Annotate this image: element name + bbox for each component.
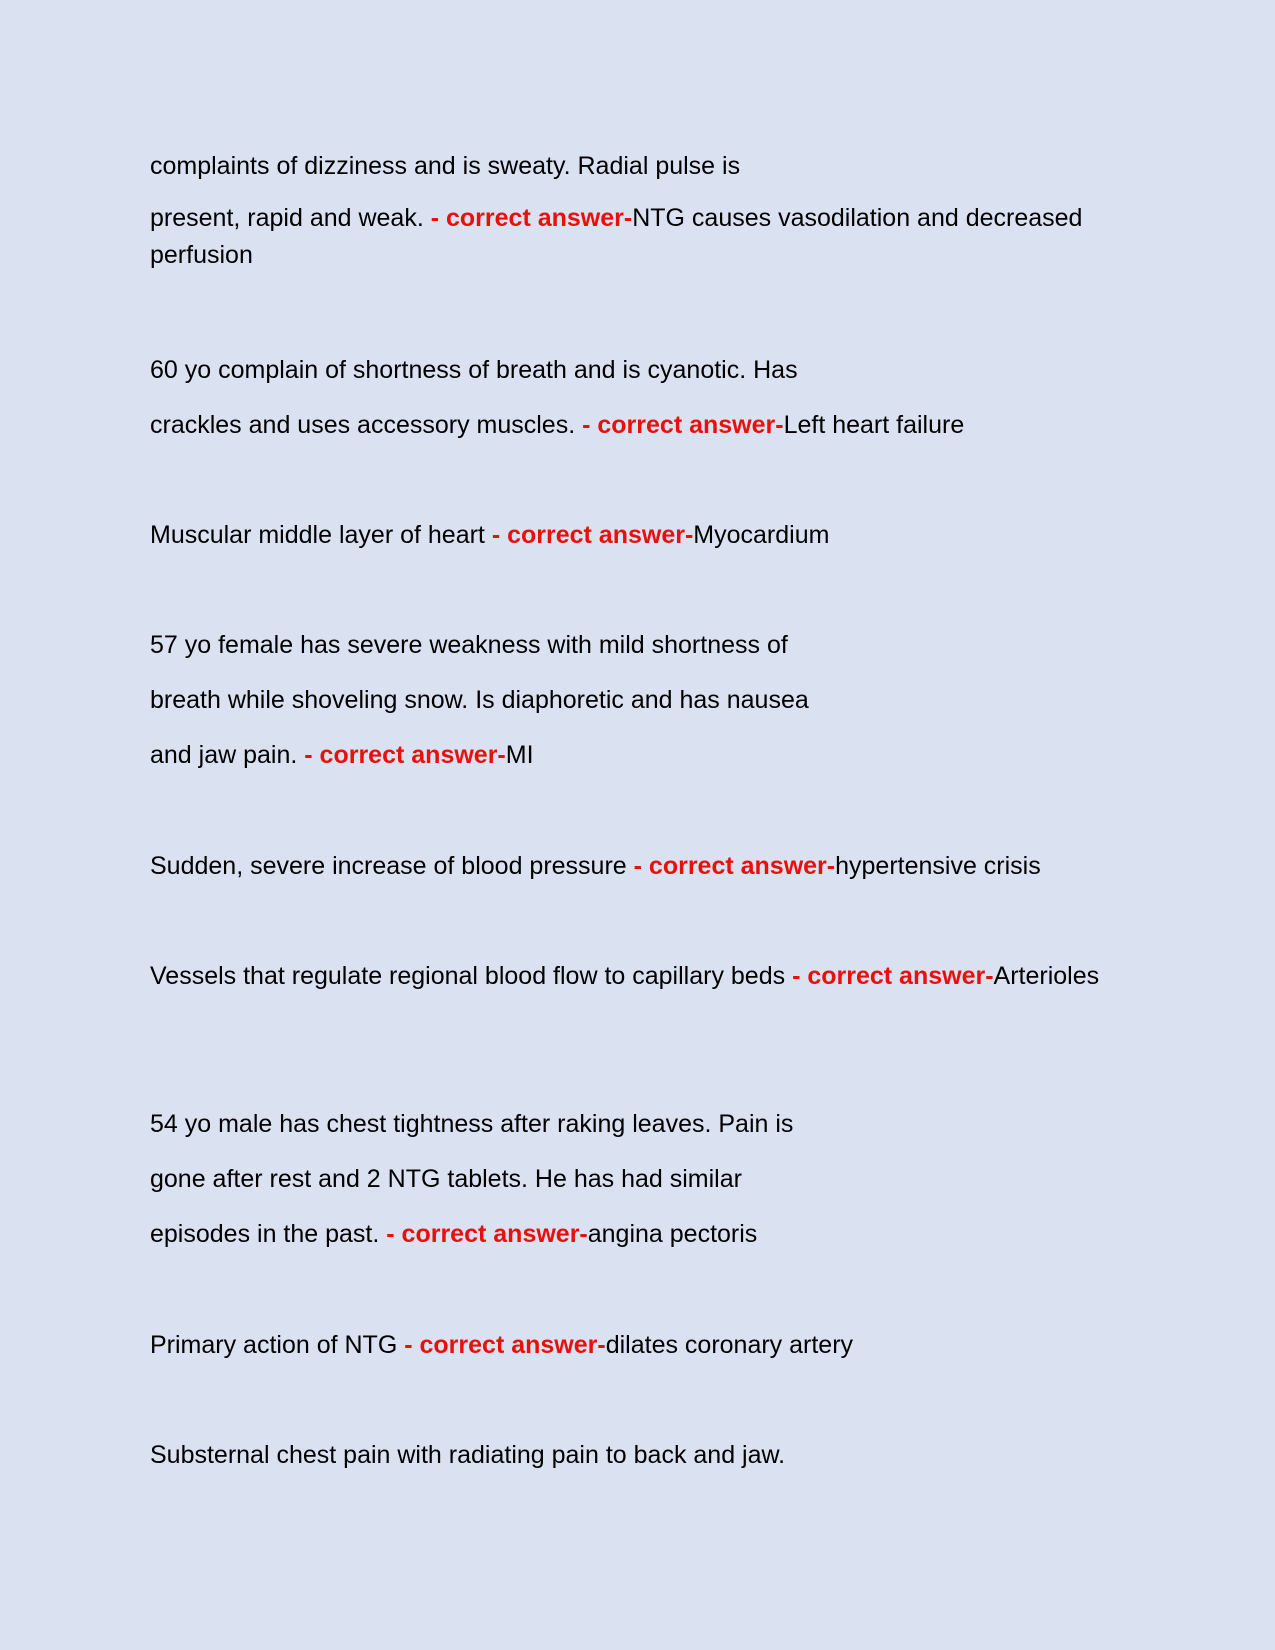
question-answer-line: [150, 407, 1150, 444]
answer-text: Myocardium: [693, 521, 830, 549]
qa-item: [150, 848, 1150, 885]
qa-item: [150, 627, 1150, 774]
correct-answer-label: - correct answer-: [304, 741, 506, 769]
question-line: breath while shoveling snow. Is diaphoretic and has nausea: [150, 686, 809, 714]
correct-answer-label: - correct answer-: [430, 204, 633, 232]
qa-item: [150, 1327, 1150, 1364]
correct-answer-label: - correct answer-: [792, 962, 994, 990]
question-answer-line: [150, 200, 1150, 274]
qa-item: [150, 352, 1150, 444]
question-text: and jaw pain.: [150, 741, 305, 769]
answer-text: Left heart failure: [783, 411, 965, 439]
question-answer-line: [150, 1216, 1150, 1253]
qa-item: [150, 517, 1150, 554]
question-text: crackles and uses accessory muscles.: [150, 411, 583, 439]
question-answer-line: [150, 958, 1150, 995]
correct-answer-label: - correct answer-: [633, 852, 836, 880]
question-line: gone after rest and 2 NTG tablets. He has had similar: [150, 1165, 742, 1193]
correct-answer-label: - correct answer-: [404, 1331, 606, 1359]
answer-text: hypertensive crisis: [835, 852, 1041, 880]
question-text: Primary action of NTG: [150, 1331, 405, 1359]
answer-text: MI: [505, 741, 534, 769]
question-text: episodes in the past.: [150, 1220, 387, 1248]
question-answer-line: [150, 737, 1150, 774]
question-text: Muscular middle layer of heart: [150, 521, 492, 549]
question-line: [150, 1437, 1150, 1474]
answer-text: Arterioles: [993, 962, 1100, 990]
qa-item: [150, 1106, 1150, 1253]
qa-item: [150, 148, 1150, 274]
question-text: Vessels that regulate regional blood flow to capillary beds: [150, 962, 793, 990]
answer-text: angina pectoris: [587, 1220, 758, 1248]
question-line: 60 yo complain of shortness of breath and is cyanotic. Has: [150, 356, 798, 384]
answer-text: dilates coronary artery: [605, 1331, 854, 1359]
question-line: complaints of dizziness and is sweaty. Radial pulse is: [150, 152, 741, 180]
question-text: present, rapid and weak.: [150, 204, 431, 232]
answer-text: NTG causes vasodilation and decreased perfusion: [150, 204, 1083, 269]
correct-answer-label: - correct answer-: [582, 411, 784, 439]
question-answer-line: [150, 1327, 1150, 1364]
qa-item: [150, 958, 1150, 995]
question-text: Substernal chest pain with radiating pain to back and jaw.: [150, 1441, 786, 1469]
question-line: 54 yo male has chest tightness after raking leaves. Pain is: [150, 1110, 794, 1138]
qa-item: [150, 1437, 1150, 1474]
question-answer-line: [150, 848, 1150, 885]
question-line: 57 yo female has severe weakness with mild shortness of: [150, 631, 788, 659]
question-text: Sudden, severe increase of blood pressure: [150, 852, 634, 880]
correct-answer-label: - correct answer-: [491, 521, 694, 549]
correct-answer-label: - correct answer-: [386, 1220, 588, 1248]
question-answer-line: [150, 517, 1150, 554]
